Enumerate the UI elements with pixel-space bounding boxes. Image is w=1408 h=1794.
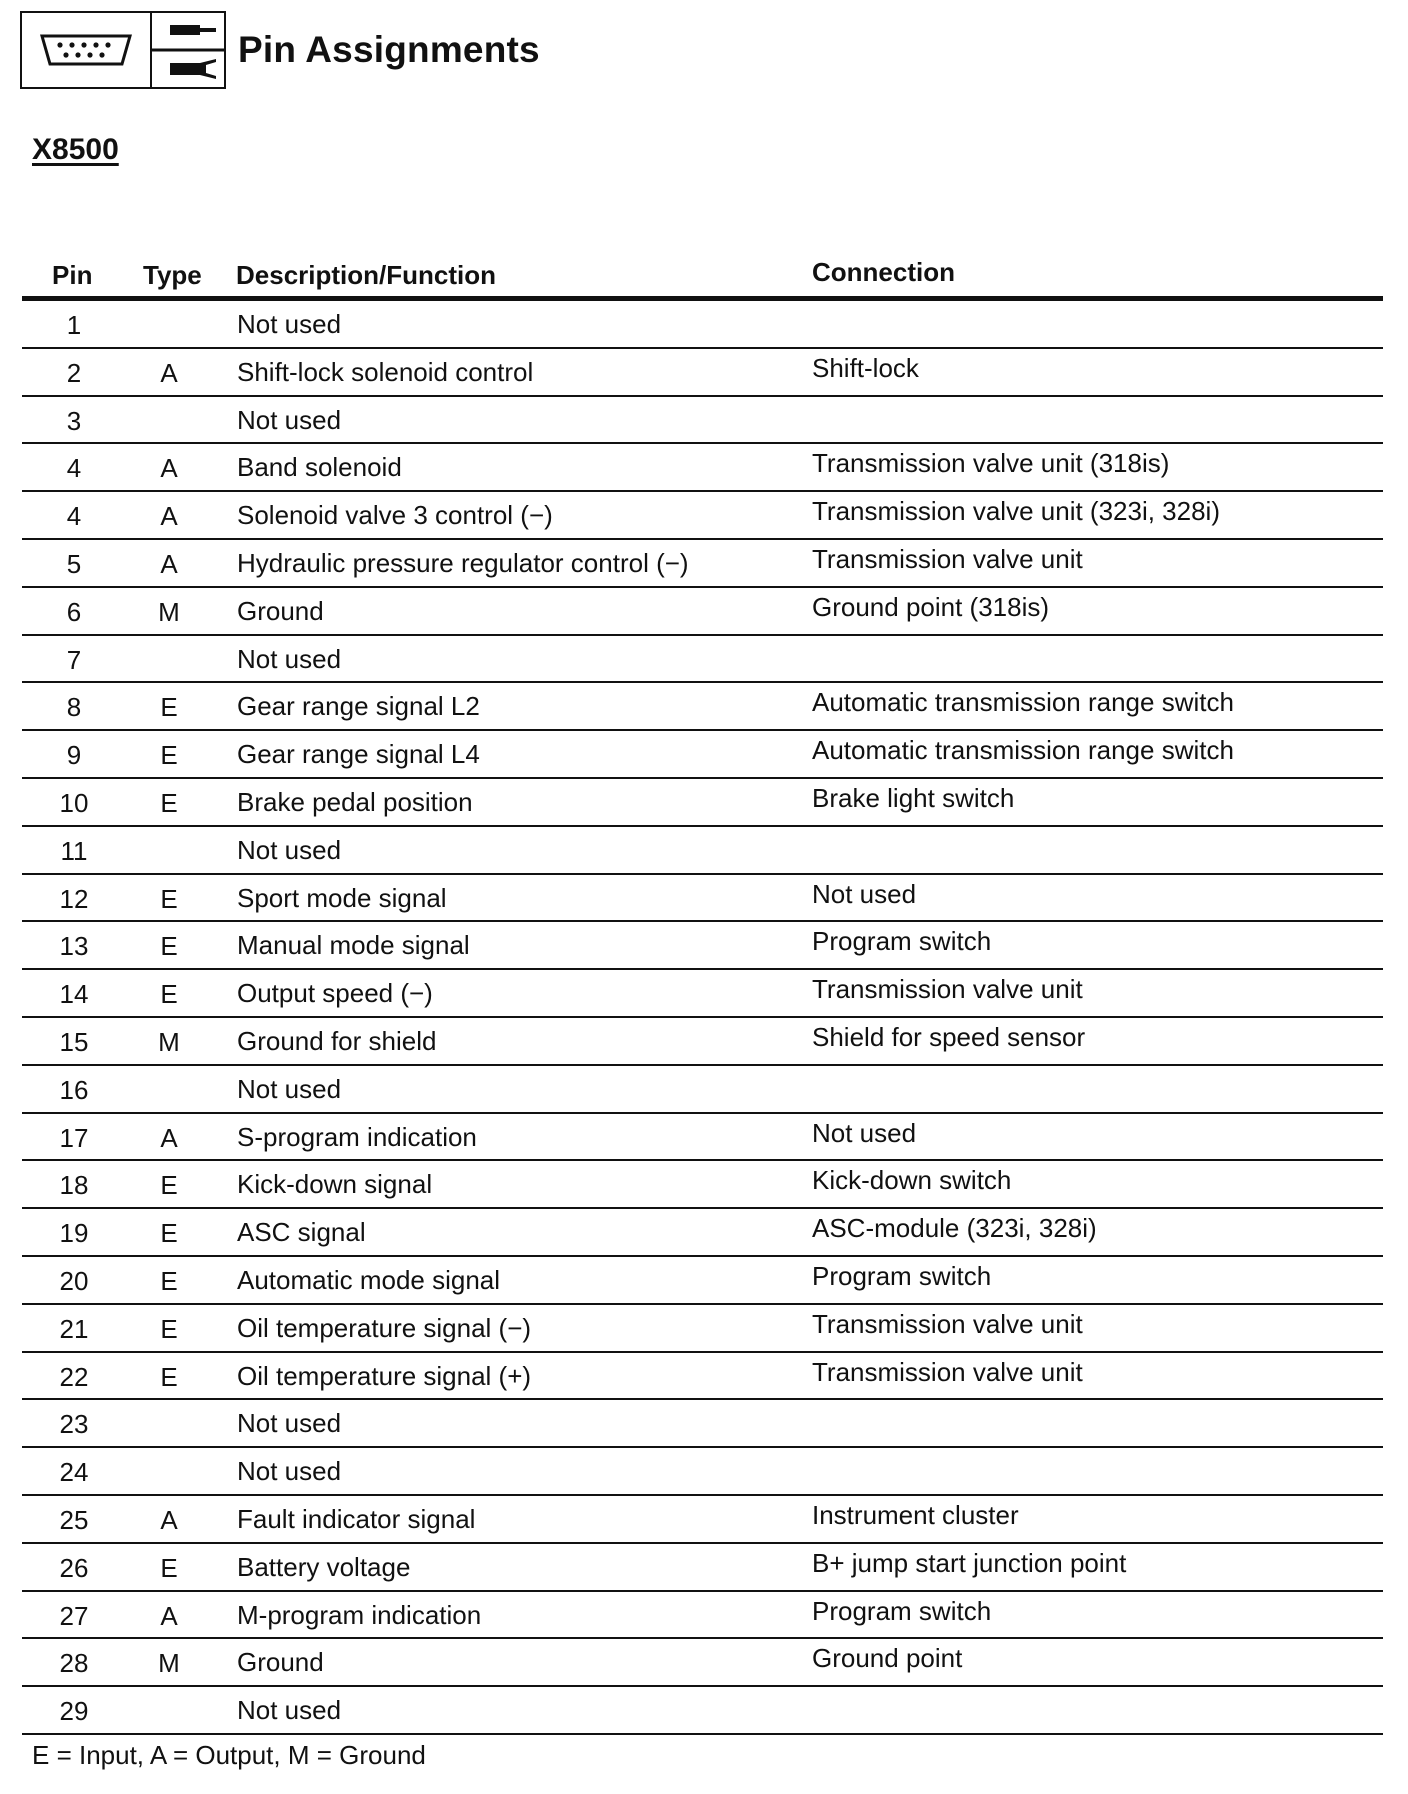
type-cell: E	[160, 740, 178, 771]
pin-cell: 21	[59, 1313, 89, 1344]
description-cell: Battery voltage	[237, 1551, 411, 1582]
pin-cell: 3	[66, 405, 82, 436]
type-cell: E	[160, 1218, 178, 1249]
connection-cell: Kick-down switch	[812, 1165, 1012, 1196]
pin-cell: 16	[59, 1074, 89, 1105]
type-cell: E	[160, 1170, 178, 1201]
connector-icon	[22, 13, 152, 87]
description-cell: Not used	[237, 834, 342, 865]
pin-cell: 19	[59, 1218, 89, 1249]
table-row	[22, 1066, 1383, 1114]
table-row	[22, 1544, 1383, 1592]
description-cell: Not used	[237, 309, 342, 339]
column-header-pin: Pin	[52, 260, 93, 290]
type-cell: M	[158, 596, 180, 627]
connection-cell: Brake light switch	[812, 782, 1015, 813]
pin-probe-icon	[152, 13, 224, 87]
description-cell: Ground	[237, 1647, 324, 1678]
connection-cell: Program switch	[812, 926, 992, 957]
type-cell: A	[160, 453, 178, 484]
type-cell: M	[158, 1026, 180, 1057]
pin-cell: 22	[59, 1361, 89, 1392]
type-legend: E = Input, A = Output, M = Ground	[32, 1740, 426, 1770]
table-row	[22, 922, 1383, 970]
table-row	[22, 1496, 1383, 1544]
table-row	[22, 588, 1383, 636]
description-cell: Not used	[237, 1073, 342, 1104]
table-row	[22, 349, 1383, 397]
pin-cell: 24	[59, 1457, 89, 1488]
column-header-type: Type	[143, 260, 202, 290]
page-title: Pin Assignments	[238, 29, 540, 70]
description-cell: Not used	[237, 643, 342, 674]
type-cell: E	[160, 692, 178, 723]
table-row	[22, 301, 1383, 349]
connection-cell: Transmission valve unit	[812, 974, 1083, 1005]
table-row	[22, 1687, 1383, 1735]
connection-cell: B+ jump start junction point	[812, 1547, 1127, 1578]
type-cell: A	[160, 1122, 178, 1153]
connection-cell: Ground point (318is)	[812, 591, 1050, 622]
connection-cell: Instrument cluster	[812, 1499, 1019, 1530]
table-row	[22, 1257, 1383, 1305]
type-cell: E	[160, 1313, 178, 1344]
table-row	[22, 1448, 1383, 1496]
pin-cell: 2	[66, 357, 82, 388]
description-cell: Brake pedal position	[237, 786, 473, 817]
pin-cell: 20	[59, 1265, 89, 1296]
pin-cell: 9	[66, 740, 82, 771]
table-row	[22, 1161, 1383, 1209]
pin-cell: 6	[66, 596, 82, 627]
table-row	[22, 540, 1383, 588]
table-row	[22, 1353, 1383, 1401]
table-row	[22, 397, 1383, 445]
description-cell: Oil temperature signal (+)	[237, 1360, 532, 1391]
table-row	[22, 875, 1383, 923]
table-row	[22, 1209, 1383, 1257]
table-header	[0, 257, 1408, 300]
type-cell: E	[160, 1265, 178, 1296]
pin-cell: 11	[60, 835, 88, 866]
pin-cell: 28	[59, 1648, 89, 1679]
description-cell: Not used	[237, 404, 342, 435]
connection-cell: Not used	[812, 878, 917, 909]
connector-id: X8500	[32, 133, 119, 166]
description-cell: M-program indication	[237, 1599, 482, 1630]
description-cell: Manual mode signal	[237, 930, 470, 961]
pin-cell: 27	[59, 1600, 89, 1631]
connection-cell: Transmission valve unit	[812, 1308, 1083, 1339]
type-cell: A	[160, 1600, 178, 1631]
type-cell: E	[160, 1361, 178, 1392]
pin-cell: 8	[66, 692, 82, 723]
connection-cell: Not used	[812, 1117, 917, 1148]
description-cell: Kick-down signal	[237, 1169, 433, 1200]
description-cell: Shift-lock solenoid control	[237, 356, 534, 387]
connection-cell: Transmission valve unit	[812, 543, 1083, 574]
pin-cell: 10	[59, 787, 89, 818]
pin-cell: 1	[66, 310, 82, 340]
pin-table	[22, 301, 1383, 1735]
table-row	[22, 492, 1383, 540]
table-row	[22, 1018, 1383, 1066]
connection-cell: Ground point	[812, 1643, 963, 1674]
description-cell: Ground	[237, 595, 324, 626]
type-cell: E	[160, 1552, 178, 1583]
table-row	[22, 1639, 1383, 1687]
connection-cell: Automatic transmission range switch	[812, 735, 1234, 766]
pin-cell: 26	[59, 1552, 89, 1583]
pin-cell: 25	[59, 1504, 89, 1535]
table-row	[22, 731, 1383, 779]
pin-cell: 4	[66, 453, 82, 484]
connection-cell: Program switch	[812, 1595, 992, 1626]
table-row	[22, 827, 1383, 875]
description-cell: S-program indication	[237, 1121, 477, 1152]
description-cell: Not used	[237, 1695, 342, 1726]
type-cell: A	[160, 501, 178, 532]
description-cell: Fault indicator signal	[237, 1503, 476, 1534]
pin-cell: 12	[59, 883, 89, 914]
description-cell: Not used	[237, 1456, 342, 1487]
type-cell: A	[160, 357, 178, 388]
description-cell: Solenoid valve 3 control (−)	[237, 500, 553, 531]
connection-cell: ASC-module (323i, 328i)	[812, 1213, 1097, 1244]
table-row	[22, 779, 1383, 827]
type-cell: E	[160, 931, 178, 962]
description-cell: Automatic mode signal	[237, 1264, 501, 1295]
connection-cell: Automatic transmission range switch	[812, 687, 1234, 718]
description-cell: Oil temperature signal (−)	[237, 1312, 532, 1343]
pin-cell: 15	[59, 1026, 89, 1057]
table-row	[22, 970, 1383, 1018]
description-cell: Gear range signal L2	[237, 691, 480, 722]
pin-cell: 7	[66, 644, 82, 675]
description-cell: Band solenoid	[237, 452, 402, 483]
icon-box	[20, 11, 226, 89]
table-row	[22, 1305, 1383, 1353]
connection-cell: Shield for speed sensor	[812, 1021, 1086, 1052]
description-cell: Hydraulic pressure regulator control (−)	[237, 547, 689, 578]
table-row	[22, 636, 1383, 684]
table-row	[22, 683, 1383, 731]
page-header	[20, 10, 540, 90]
pin-cell: 14	[59, 979, 89, 1010]
connection-cell: Shift-lock	[812, 352, 919, 383]
column-header-connection: Connection	[812, 257, 955, 287]
pin-cell: 13	[59, 931, 89, 962]
table-row	[22, 444, 1383, 492]
pin-cell: 29	[59, 1696, 89, 1727]
type-cell: A	[160, 1504, 178, 1535]
table-row	[22, 1592, 1383, 1640]
description-cell: Sport mode signal	[237, 882, 447, 913]
pin-cell: 4	[66, 501, 82, 532]
type-cell: M	[158, 1648, 180, 1679]
column-header-description: Description/Function	[236, 260, 496, 290]
description-cell: ASC signal	[237, 1217, 366, 1248]
pin-cell: 17	[59, 1122, 89, 1153]
type-cell: A	[160, 548, 178, 579]
connection-cell: Program switch	[812, 1260, 992, 1291]
pin-cell: 23	[59, 1409, 89, 1440]
type-cell: E	[160, 787, 178, 818]
description-cell: Not used	[237, 1408, 342, 1439]
pin-cell: 18	[59, 1170, 89, 1201]
description-cell: Output speed (−)	[237, 978, 433, 1009]
type-cell: E	[160, 979, 178, 1010]
pin-cell: 5	[66, 548, 82, 579]
type-cell: E	[160, 883, 178, 914]
table-row	[22, 1400, 1383, 1448]
description-cell: Gear range signal L4	[237, 739, 480, 770]
connection-cell: Transmission valve unit	[812, 1356, 1083, 1387]
description-cell: Ground for shield	[237, 1025, 437, 1056]
connection-cell: Transmission valve unit (323i, 328i)	[812, 496, 1220, 527]
connection-cell: Transmission valve unit (318is)	[812, 448, 1170, 479]
table-row	[22, 1114, 1383, 1162]
